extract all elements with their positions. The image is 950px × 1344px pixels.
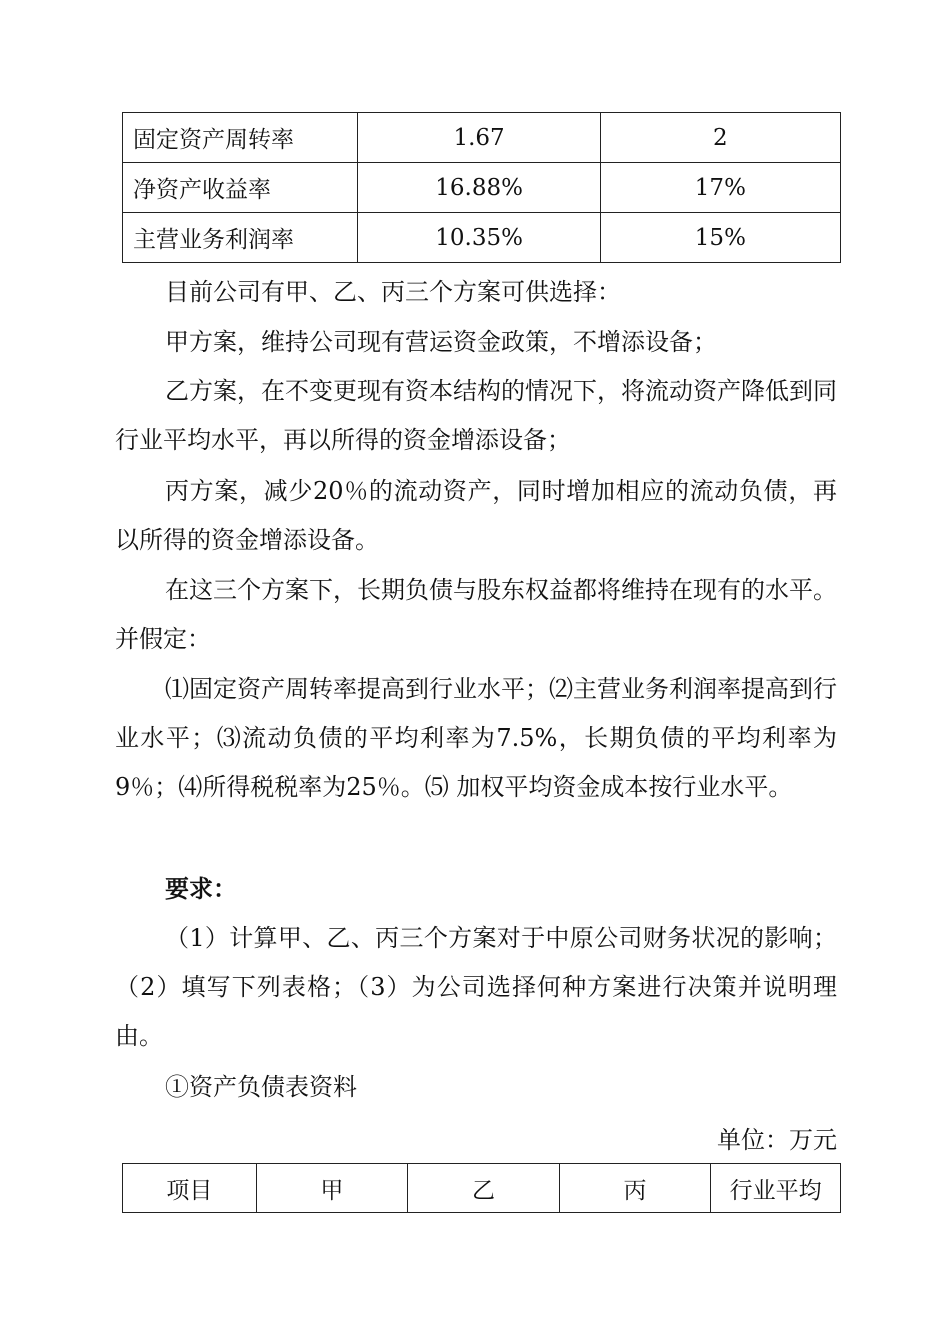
industry-value: 2	[600, 113, 840, 163]
company-value: 16.88%	[358, 163, 600, 213]
paragraph-plan-a: 甲方案，维持公司现有营运资金政策，不增添设备；	[165, 328, 717, 356]
requirement-heading: 要求：	[165, 874, 237, 903]
ratio-table	[122, 112, 841, 263]
paragraph-assumptions-intro: 在这三个方案下，长期负债与股东权益都将维持在现有的水平。并假定：	[115, 576, 837, 653]
industry-value: 15%	[600, 213, 840, 263]
table-row	[123, 213, 841, 263]
column-header-item: 项目	[123, 1164, 257, 1213]
balance-sheet-table	[122, 1163, 841, 1213]
paragraph-plan-b: 乙方案，在不变更现有资本结构的情况下，将流动资产降低到同行业平均水平，再以所得的资金增添设备；	[115, 377, 837, 454]
row-label: 固定资产周转率	[123, 113, 358, 163]
paragraph-requirements: （1）计算甲、乙、丙三个方案对于中原公司财务状况的影响；（2）填写下列表格；（3）为公司选择何种方案进行决策并说明理由。	[115, 924, 837, 1050]
row-label: 净资产收益率	[123, 163, 358, 213]
column-header-plan-b: 乙	[408, 1164, 560, 1213]
unit-label: 单位：万元	[717, 1126, 837, 1154]
row-label: 主营业务利润率	[123, 213, 358, 263]
paragraph-plan-c: 丙方案，减少20％的流动资产，同时增加相应的流动负债，再以所得的资金增添设备。	[115, 477, 837, 554]
paragraph-options-intro: 目前公司有甲、乙、丙三个方案可供选择：	[165, 278, 621, 306]
column-header-plan-c: 丙	[559, 1164, 711, 1213]
company-value: 1.67	[358, 113, 600, 163]
table-row	[123, 163, 841, 213]
column-header-industry-average: 行业平均	[711, 1164, 841, 1213]
column-header-plan-a: 甲	[256, 1164, 408, 1213]
industry-value: 17%	[600, 163, 840, 213]
table-header-row	[123, 1164, 841, 1213]
paragraph-assumptions: ⑴固定资产周转率提高到行业水平；⑵主营业务利润率提高到行业水平；⑶流动负债的平均利率为7.5%，长期负债的平均利率为9％；⑷所得税税率为25％。⑸ 加权平均资金成本按行业水平。	[115, 675, 837, 801]
table-row	[123, 113, 841, 163]
company-value: 10.35%	[358, 213, 600, 263]
section-balance-sheet: ①资产负债表资料	[165, 1073, 357, 1101]
